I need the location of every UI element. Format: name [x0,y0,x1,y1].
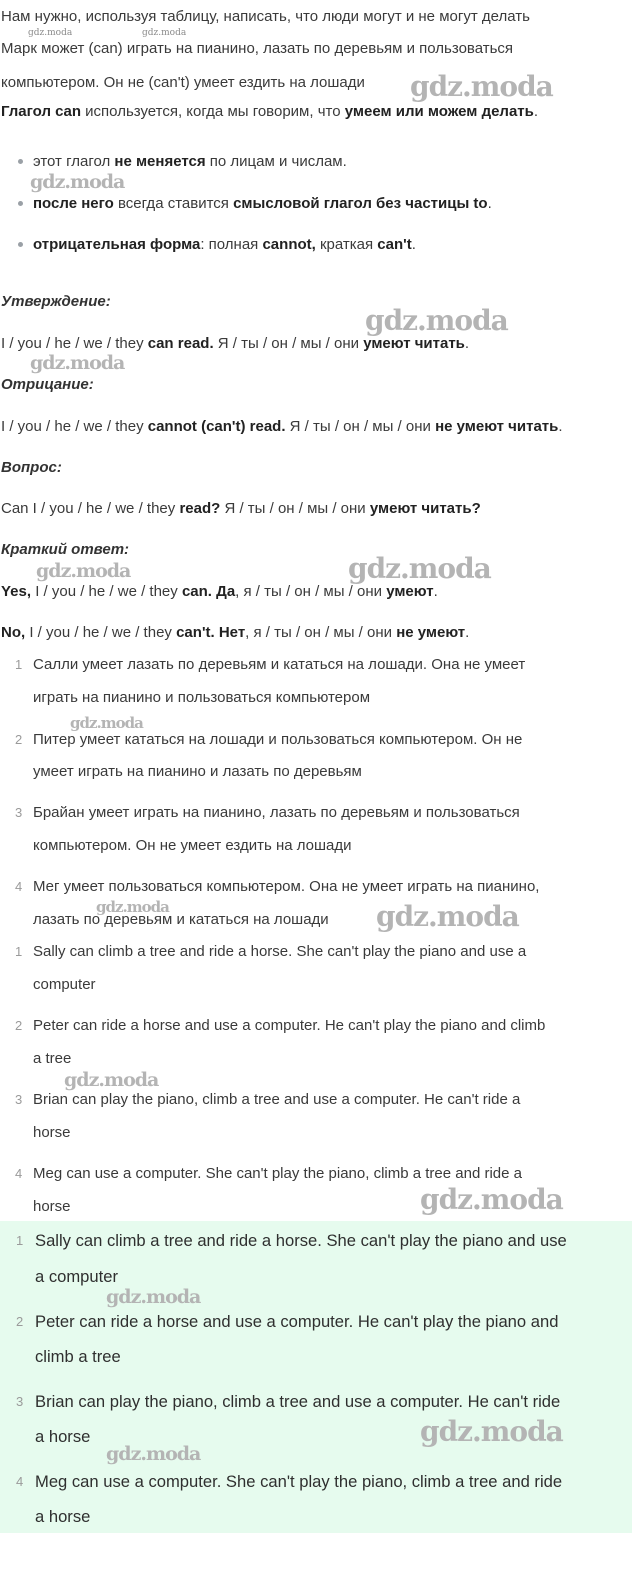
list-item: играть на пианино и пользоваться компьютером [33,689,371,706]
rule-line: Глагол can используется, когда мы говорим, что умеем или можем делать. [1,103,539,120]
list-item: умеет играть на пианино и лазать по деревьям [33,763,362,780]
watermark: gdz.moda [106,1443,201,1465]
list-item: computer [33,976,96,993]
intro-line-1: Нам нужно, используя таблицу, написать, что люди могут и не могут делать [1,8,530,25]
list-item: лазать по деревьям и кататься на лошади [33,911,329,928]
watermark: gdz.moda [64,1069,159,1091]
watermark: gdz.moda [365,304,508,337]
list-item: Мег умеет пользоваться компьютером. Она не умеет играть на пианино, [33,878,540,895]
watermark: gdz.moda [28,28,73,38]
intro-line-2: Марк может (can) играть на пианино, лазать по деревьям и пользоваться [1,40,514,57]
list-item: a tree [33,1050,72,1067]
list-item: Peter can ride a horse and use a computer. He can't play the piano and [35,1312,559,1331]
neg-heading: Отрицание: [1,376,94,393]
list-item: a computer [35,1267,119,1286]
list-number: 2 [15,732,23,747]
list-item: Sally can climb a tree and ride a horse. She can't play the piano and use [35,1231,567,1250]
bullet-dot [18,201,23,206]
watermark: gdz.moda [106,1286,201,1308]
watermark: gdz.moda [36,560,131,582]
list-number: 3 [15,1092,23,1107]
watermark: gdz.moda [420,1183,563,1216]
list-item: a horse [35,1507,91,1526]
watermark: gdz.moda [420,1415,563,1448]
affirm-heading: Утверждение: [1,293,111,310]
list-item: Meg can use a computer. She can't play the piano, climb a tree and ride a [33,1165,522,1182]
watermark: gdz.moda [410,70,553,103]
bullet-item-3: отрицательная форма: полная cannot, краткая can't. [33,236,416,253]
bullet-item-1: этот глагол не меняется по лицам и числам. [33,153,347,170]
list-number: 1 [16,1233,24,1248]
list-number: 2 [15,1018,23,1033]
list-item: Brian can play the piano, climb a tree and use a computer. He can't ride a [33,1091,521,1108]
list-item: a horse [35,1427,91,1446]
bullet-item-2: после него всегда ставится смысловой глагол без частицы to. [33,195,492,212]
affirm-line: I / you / he / we / they can read. Я / ты / он / мы / они умеют читать. [1,335,470,352]
yes-line: Yes, I / you / he / we / they can. Да, я / ты / он / мы / они умеют. [1,583,438,600]
watermark: gdz.moda [376,900,519,933]
list-item: horse [33,1124,71,1141]
watermark: gdz.moda [30,352,125,374]
watermark: gdz.moda [348,552,491,585]
no-line: No, I / you / he / we / they can't. Нет, я / ты / он / мы / они не умеют. [1,624,470,641]
list-item: Sally can climb a tree and ride a horse. She can't play the piano and use a [33,943,527,960]
list-item: Meg can use a computer. She can't play the piano, climb a tree and ride [35,1472,563,1491]
intro-line-3: компьютером. Он не (can't) умеет ездить на лошади [1,74,365,91]
list-number: 4 [16,1474,24,1489]
list-item: компьютером. Он не умеет ездить на лошади [33,837,352,854]
watermark: gdz.moda [96,898,169,916]
list-number: 4 [15,879,23,894]
list-number: 1 [15,944,23,959]
list-item: Питер умеет кататься на лошади и пользоваться компьютером. Он не [33,731,523,748]
list-item: Brian can play the piano, climb a tree and use a computer. He can't ride [35,1392,561,1411]
list-number: 4 [15,1166,23,1181]
watermark: gdz.moda [70,714,143,732]
watermark: gdz.moda [142,28,187,38]
bullet-dot [18,159,23,164]
list-item: Брайан умеет играть на пианино, лазать по деревьям и пользоваться [33,804,520,821]
short-answer-heading: Краткий ответ: [1,541,130,558]
list-number: 2 [16,1314,24,1329]
question-line: Can I / you / he / we / they read? Я / ты / он / мы / они умеют читать? [1,500,481,517]
list-item: Peter can ride a horse and use a computer. He can't play the piano and climb [33,1017,546,1034]
neg-line: I / you / he / we / they cannot (can't) read. Я / ты / он / мы / они не умеют читать. [1,418,563,435]
list-item: Салли умеет лазать по деревьям и кататься на лошади. Она не умеет [33,656,526,673]
list-number: 1 [15,657,23,672]
bullet-dot [18,242,23,247]
list-number: 3 [15,805,23,820]
list-item: horse [33,1198,71,1215]
question-heading: Вопрос: [1,459,62,476]
watermark: gdz.moda [30,171,125,193]
list-number: 3 [16,1394,24,1409]
list-item: climb a tree [35,1347,121,1366]
